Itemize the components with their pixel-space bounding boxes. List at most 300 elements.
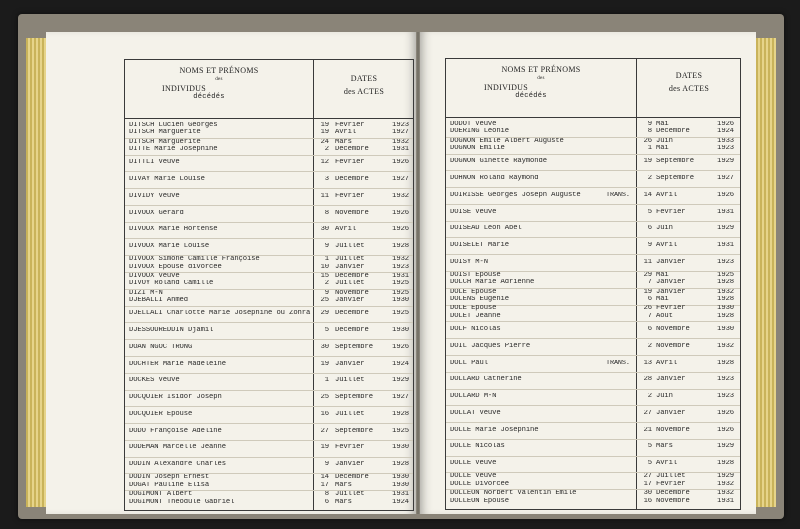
entry-day: 21 [643,426,652,434]
entry-month: Mai [656,296,669,304]
entry-day: 26 [643,305,652,313]
row-separator [125,171,413,172]
entry-name: DOLE Epouse [450,305,497,313]
entry-day: 5 [324,326,329,334]
row-separator [446,237,740,238]
entry-year: 1923 [717,258,734,266]
row-separator [125,306,413,307]
entry-day: 9 [324,289,329,297]
entry-year: 1924 [392,360,409,368]
entry-day: 14 [643,191,652,199]
entry-day: 5 [647,208,652,216]
dates-header-line1: DATES [675,71,703,80]
entry-month: Juillet [335,256,365,264]
entry-month: Septembre [335,394,373,402]
entry-year: 1926 [392,343,409,351]
entry-day: 8 [324,491,329,498]
entry-year: 1929 [392,377,409,385]
entry-name: DIVOUX Simone Camille Françoise [129,256,260,264]
entry-month: Janvier [656,288,686,296]
entry-year: 1931 [392,146,409,154]
entry-year: 1929 [717,225,734,233]
entry-month: Juin [656,137,673,145]
names-header-line1: NOMS ET PRÉNOMS [501,65,581,74]
entry-year: 1925 [392,280,409,288]
entry-month: Décembre [335,326,369,334]
entry-month: Décembre [656,490,690,497]
entry-day: 5 [647,460,652,468]
entry-day: 30 [643,490,652,497]
entry-name: DOLLE Marie Joséphine [450,426,539,434]
names-header-line1: NOMS ET PRÉNOMS [179,66,259,75]
row-separator [125,457,413,458]
entry-month: Septembre [656,174,694,182]
entry-day: 19 [320,444,329,452]
entry-month: Juillet [335,410,365,418]
entry-name: DOLET Jeanne [450,313,501,320]
entry-day: 19 [320,360,329,368]
entry-month: Mai [656,120,669,128]
entry-name: DOGAT Pauline Elisa [129,481,210,489]
row-separator [446,321,740,322]
entry-name: DOISEAU Léon Abel [450,225,522,233]
left-register-frame [124,59,414,511]
entry-name: DOLL Paul [450,359,488,367]
dates-header-line1: DATES [350,74,378,83]
entry-name: DIVOUX Epouse divorcée [129,263,222,271]
names-header-line3: INDIVIDUS [483,83,529,92]
entry-day: 25 [320,297,329,305]
column-divider [636,59,637,509]
entry-year: 1926 [392,209,409,217]
page-edges-left [26,38,46,507]
entry-month: Septembre [656,158,694,166]
entry-day: 7 [647,279,652,287]
entry-year: 1923 [392,263,409,271]
entry-month: Juin [656,393,673,401]
entry-year: 1925 [392,427,409,435]
entry-year: 1932 [392,138,409,146]
entry-year: 1926 [392,226,409,234]
row-separator [446,389,740,390]
entry-year: 1927 [392,129,409,137]
names-header-line3: INDIVIDUS [161,84,207,93]
row-separator [125,339,413,340]
entry-day: 9 [647,242,652,250]
entry-year: 1931 [392,272,409,280]
entry-name: DOCKES Veuve [129,377,180,385]
entry-year: 1925 [392,310,409,318]
entry-name: DITSCH Lucien Georges [129,121,218,129]
entry-name: DOGNON Emile Albert Auguste [450,137,564,145]
entry-name: DOLLARD M-N [450,393,497,401]
entry-day: 15 [320,272,329,280]
entry-name: DODIN Joseph Ernest [129,474,210,482]
entry-name: DOGNON Emilie [450,145,505,153]
entry-name: DOIRISSE Georges Joseph Auguste [450,191,581,199]
entry-year: 1928 [717,359,734,367]
entry-name: DOLLEON Epouse [450,497,509,505]
entry-month: Janvier [335,297,365,305]
row-separator [446,187,740,188]
entry-day: 6 [647,296,652,304]
row-separator [446,338,740,339]
entry-year: 1923 [717,393,734,401]
entry-name: DOLLEON Norbert Valentin Emile [450,490,577,497]
transcription-note: TRANS. [606,359,630,367]
entry-month: Avril [656,242,678,250]
entry-day: 27 [643,409,652,417]
names-header-line4: décédés [193,93,225,101]
entry-name: DOLLE Nicolas [450,443,505,451]
entry-day: 3 [324,175,329,183]
left-page [46,32,416,514]
names-column-header [125,66,313,101]
entry-year: 1932 [717,490,734,497]
entry-name: DIVOY Roland Camille [129,280,214,288]
entry-name: DOHNON Roland Raymond [450,174,539,182]
entry-month: Novembre [656,325,690,333]
entry-name: DOCHTER Marie Madeleine [129,360,226,368]
entry-month: Janvier [656,279,686,287]
entry-day: 10 [320,263,329,271]
row-separator [125,238,413,239]
dates-column-header [636,71,742,93]
entry-name: DOLLE Divorcée [450,480,509,488]
entry-name: DIVOUX Marie Hortense [129,226,218,234]
entry-day: 13 [643,359,652,367]
entry-day: 17 [320,481,329,489]
row-separator [446,422,740,423]
entry-year: 1925 [717,271,734,279]
row-separator [125,373,413,374]
row-separator [125,423,413,424]
entry-day: 6 [324,498,329,506]
entry-day: 28 [643,376,652,384]
entry-month: Décembre [335,310,369,318]
row-separator [125,322,413,323]
row-separator [125,356,413,357]
row-separator [446,221,740,222]
entry-month: Avril [656,359,678,367]
entry-day: 19 [643,288,652,296]
entry-year: 1930 [392,297,409,305]
entry-year: 1931 [717,242,734,250]
entry-name: DIVOUX Gérard [129,209,184,217]
ledger-book [18,14,784,519]
entry-month: Janvier [335,360,365,368]
entry-year: 1927 [392,175,409,183]
entry-month: Mars [335,138,352,146]
entry-day: 17 [643,480,652,488]
entry-name: DJEBALLI Ahmed [129,297,188,305]
entry-year: 1928 [717,296,734,304]
entry-day: 19 [320,121,329,129]
entry-month: Décembre [335,175,369,183]
names-header-line4: décédés [515,92,547,100]
entry-month: Juillet [335,377,365,385]
entry-year: 1930 [392,474,409,482]
entry-month: Juillet [335,243,365,251]
entry-name: DOERING Léonie [450,128,509,136]
entry-year: 1925 [392,289,409,297]
entry-name: DIVIDY Veuve [129,192,180,200]
row-separator [446,170,740,171]
entry-year: 1926 [717,409,734,417]
entry-day: 2 [647,174,652,182]
entry-month: Janvier [335,461,365,469]
entry-month: Janvier [656,409,686,417]
entry-day: 1 [647,145,652,153]
entry-year: 1923 [717,145,734,153]
entry-name: DOIST Epouse [450,271,501,279]
entry-name: DITTLI Veuve [129,159,180,167]
entry-day: 16 [320,410,329,418]
entry-year: 1928 [392,461,409,469]
entry-day: 2 [324,146,329,154]
entry-month: Mars [335,481,352,489]
entry-day: 11 [643,258,652,266]
entry-month: Février [335,159,365,167]
names-header-line2: des [537,76,545,81]
entry-month: Décembre [335,146,369,154]
row-separator [125,406,413,407]
entry-day: 11 [320,192,329,200]
entry-name: DJESSOUREDDIN Djamil [129,326,214,334]
entry-month: Février [335,444,365,452]
entry-name: DOLLE Veuve [450,460,497,468]
names-column-header [446,65,636,100]
entry-day: 8 [647,128,652,136]
entry-month: Août [656,313,673,320]
entry-name: DIZI M-N [129,289,163,297]
entry-month: Février [335,192,365,200]
entry-year: 1923 [392,121,409,129]
entry-day: 30 [320,343,329,351]
entry-name: DOISELET Marie [450,242,509,250]
row-separator [446,204,740,205]
entry-day: 24 [320,138,329,146]
entry-month: Janvier [656,258,686,266]
entry-day: 12 [320,159,329,167]
entry-day: 16 [643,497,652,505]
entry-name: DOGIMONT Théodule Gabriel [129,498,235,506]
entry-name: DODIN Alexandre Charles [129,461,226,469]
names-header-line2: des [215,77,223,82]
entry-month: Juillet [335,280,365,288]
entry-month: Juillet [656,473,686,481]
entry-year: 1932 [717,342,734,350]
row-separator [446,254,740,255]
entry-month: Avril [335,226,357,234]
entry-year: 1927 [392,394,409,402]
entry-name: DOAN NGOC TRONG [129,343,193,351]
entry-name: DOLCH Marie Adrienne [450,279,535,287]
entry-year: 1926 [717,120,734,128]
entry-month: Février [656,208,686,216]
entry-year: 1923 [717,376,734,384]
entry-day: 30 [320,226,329,234]
entry-name: DOLLE Veuve [450,473,497,481]
entry-year: 1930 [717,325,734,333]
entry-month: Septembre [335,343,373,351]
entry-name: DJELLALI Charlotte Marie Joséphine ou Zohra [129,310,311,318]
entry-month: Décembre [335,272,369,280]
row-separator [446,439,740,440]
entry-month: Janvier [656,376,686,384]
entry-year: 1926 [392,159,409,167]
entry-year: 1927 [717,174,734,182]
entry-month: Juin [656,225,673,233]
entry-year: 1928 [717,460,734,468]
entry-day: 29 [643,271,652,279]
entry-year: 1931 [717,497,734,505]
header-rule [446,117,740,118]
row-separator [125,188,413,189]
entry-year: 1926 [717,426,734,434]
entry-day: 8 [324,209,329,217]
transcription-note: TRANS. [606,191,630,199]
entry-year: 1928 [717,313,734,320]
entry-day: 27 [643,473,652,481]
row-separator [446,456,740,457]
entry-month: Avril [656,191,678,199]
dates-header-line2: des ACTES [668,84,710,93]
entry-name: DOLF Nicolas [450,325,501,333]
entry-name: DOGIMONT Albert [129,491,193,498]
entry-name: DOLE Epouse [450,288,497,296]
entry-name: DOLLARD Catherine [450,376,522,384]
entry-day: 9 [324,243,329,251]
entry-year: 1930 [717,305,734,313]
entry-month: Novembre [656,342,690,350]
right-register-frame [445,58,741,510]
entry-day: 14 [320,474,329,482]
entry-year: 1924 [392,498,409,506]
entry-year: 1928 [392,410,409,418]
entry-month: Décembre [335,474,369,482]
entry-name: DOISE Veuve [450,208,497,216]
entry-day: 9 [647,120,652,128]
entry-year: 1930 [392,326,409,334]
entry-name: DOGNON Ginette Raymonde [450,158,547,166]
entry-month: Novembre [335,289,369,297]
entry-month: Novembre [656,426,690,434]
entry-month: Septembre [335,427,373,435]
entry-name: DOLENS Eugénie [450,296,509,304]
entry-day: 5 [647,443,652,451]
entry-month: Février [335,121,365,129]
row-separator [446,405,740,406]
entry-month: Mai [656,145,669,153]
entry-year: 1932 [717,288,734,296]
entry-year: 1929 [717,443,734,451]
entry-day: 27 [320,427,329,435]
entry-name: DIVOUX Marie Louise [129,243,210,251]
entry-name: DIVAY Marie Louise [129,175,205,183]
entry-name: DOIL Jacques Pierre [450,342,531,350]
entry-month: Novembre [335,209,369,217]
entry-year: 1932 [392,192,409,200]
entry-name: DOISY M-N [450,258,488,266]
entry-year: 1929 [717,473,734,481]
entry-month: Juillet [335,491,365,498]
row-separator [446,355,740,356]
entry-year: 1924 [717,128,734,136]
row-separator [125,440,413,441]
entry-day: 2 [647,393,652,401]
row-separator [446,372,740,373]
entry-year: 1929 [717,158,734,166]
entry-year: 1930 [392,444,409,452]
entry-name: DODO Françoise Adeline [129,427,222,435]
row-separator [446,154,740,155]
row-separator [125,390,413,391]
entry-month: Février [656,305,686,313]
entry-name: DODOT Veuve [450,120,497,128]
entry-day: 7 [647,313,652,320]
entry-year: 1928 [392,243,409,251]
entry-day: 19 [320,129,329,137]
entry-day: 2 [324,280,329,288]
entry-year: 1933 [717,137,734,145]
entry-year: 1932 [717,480,734,488]
entry-day: 6 [647,325,652,333]
entry-year: 1928 [717,279,734,287]
entry-year: 1931 [717,208,734,216]
entry-month: Mars [656,443,673,451]
entry-month: Novembre [656,497,690,505]
right-page [420,32,756,514]
entry-month: Avril [335,129,357,137]
entry-day: 1 [324,377,329,385]
entry-name: DITSCH Marguerite [129,138,201,146]
entry-day: 19 [643,158,652,166]
dates-header-line2: des ACTES [343,87,385,96]
entry-year: 1931 [392,491,409,498]
entry-month: Février [656,480,686,488]
dates-column-header [313,74,415,96]
entry-month: Janvier [335,263,365,271]
row-separator [125,222,413,223]
entry-year: 1932 [392,256,409,264]
row-separator [125,155,413,156]
header-rule [125,118,413,119]
entry-name: DOCQUIER Isidor Joseph [129,394,222,402]
entry-month: Mai [656,271,669,279]
entry-day: 25 [320,394,329,402]
entry-name: DODEMAN Marcelle Jeanne [129,444,226,452]
entry-name: DITSCH Marguerite [129,129,201,137]
entry-name: DOLLAT Veuve [450,409,501,417]
entry-name: DITTE Marie Joséphine [129,146,218,154]
row-separator [125,205,413,206]
entry-day: 2 [647,342,652,350]
entry-name: DOCQUIER Epouse [129,410,193,418]
entry-month: Décembre [656,128,690,136]
entry-name: DIVOUX Veuve [129,272,180,280]
entry-month: Avril [656,460,678,468]
entry-day: 26 [643,137,652,145]
entry-day: 9 [324,461,329,469]
page-edges-right [756,38,776,507]
entry-day: 6 [647,225,652,233]
entry-year: 1930 [392,481,409,489]
entry-month: Mars [335,498,352,506]
entry-day: 1 [324,256,329,264]
entry-day: 29 [320,310,329,318]
entry-year: 1926 [717,191,734,199]
